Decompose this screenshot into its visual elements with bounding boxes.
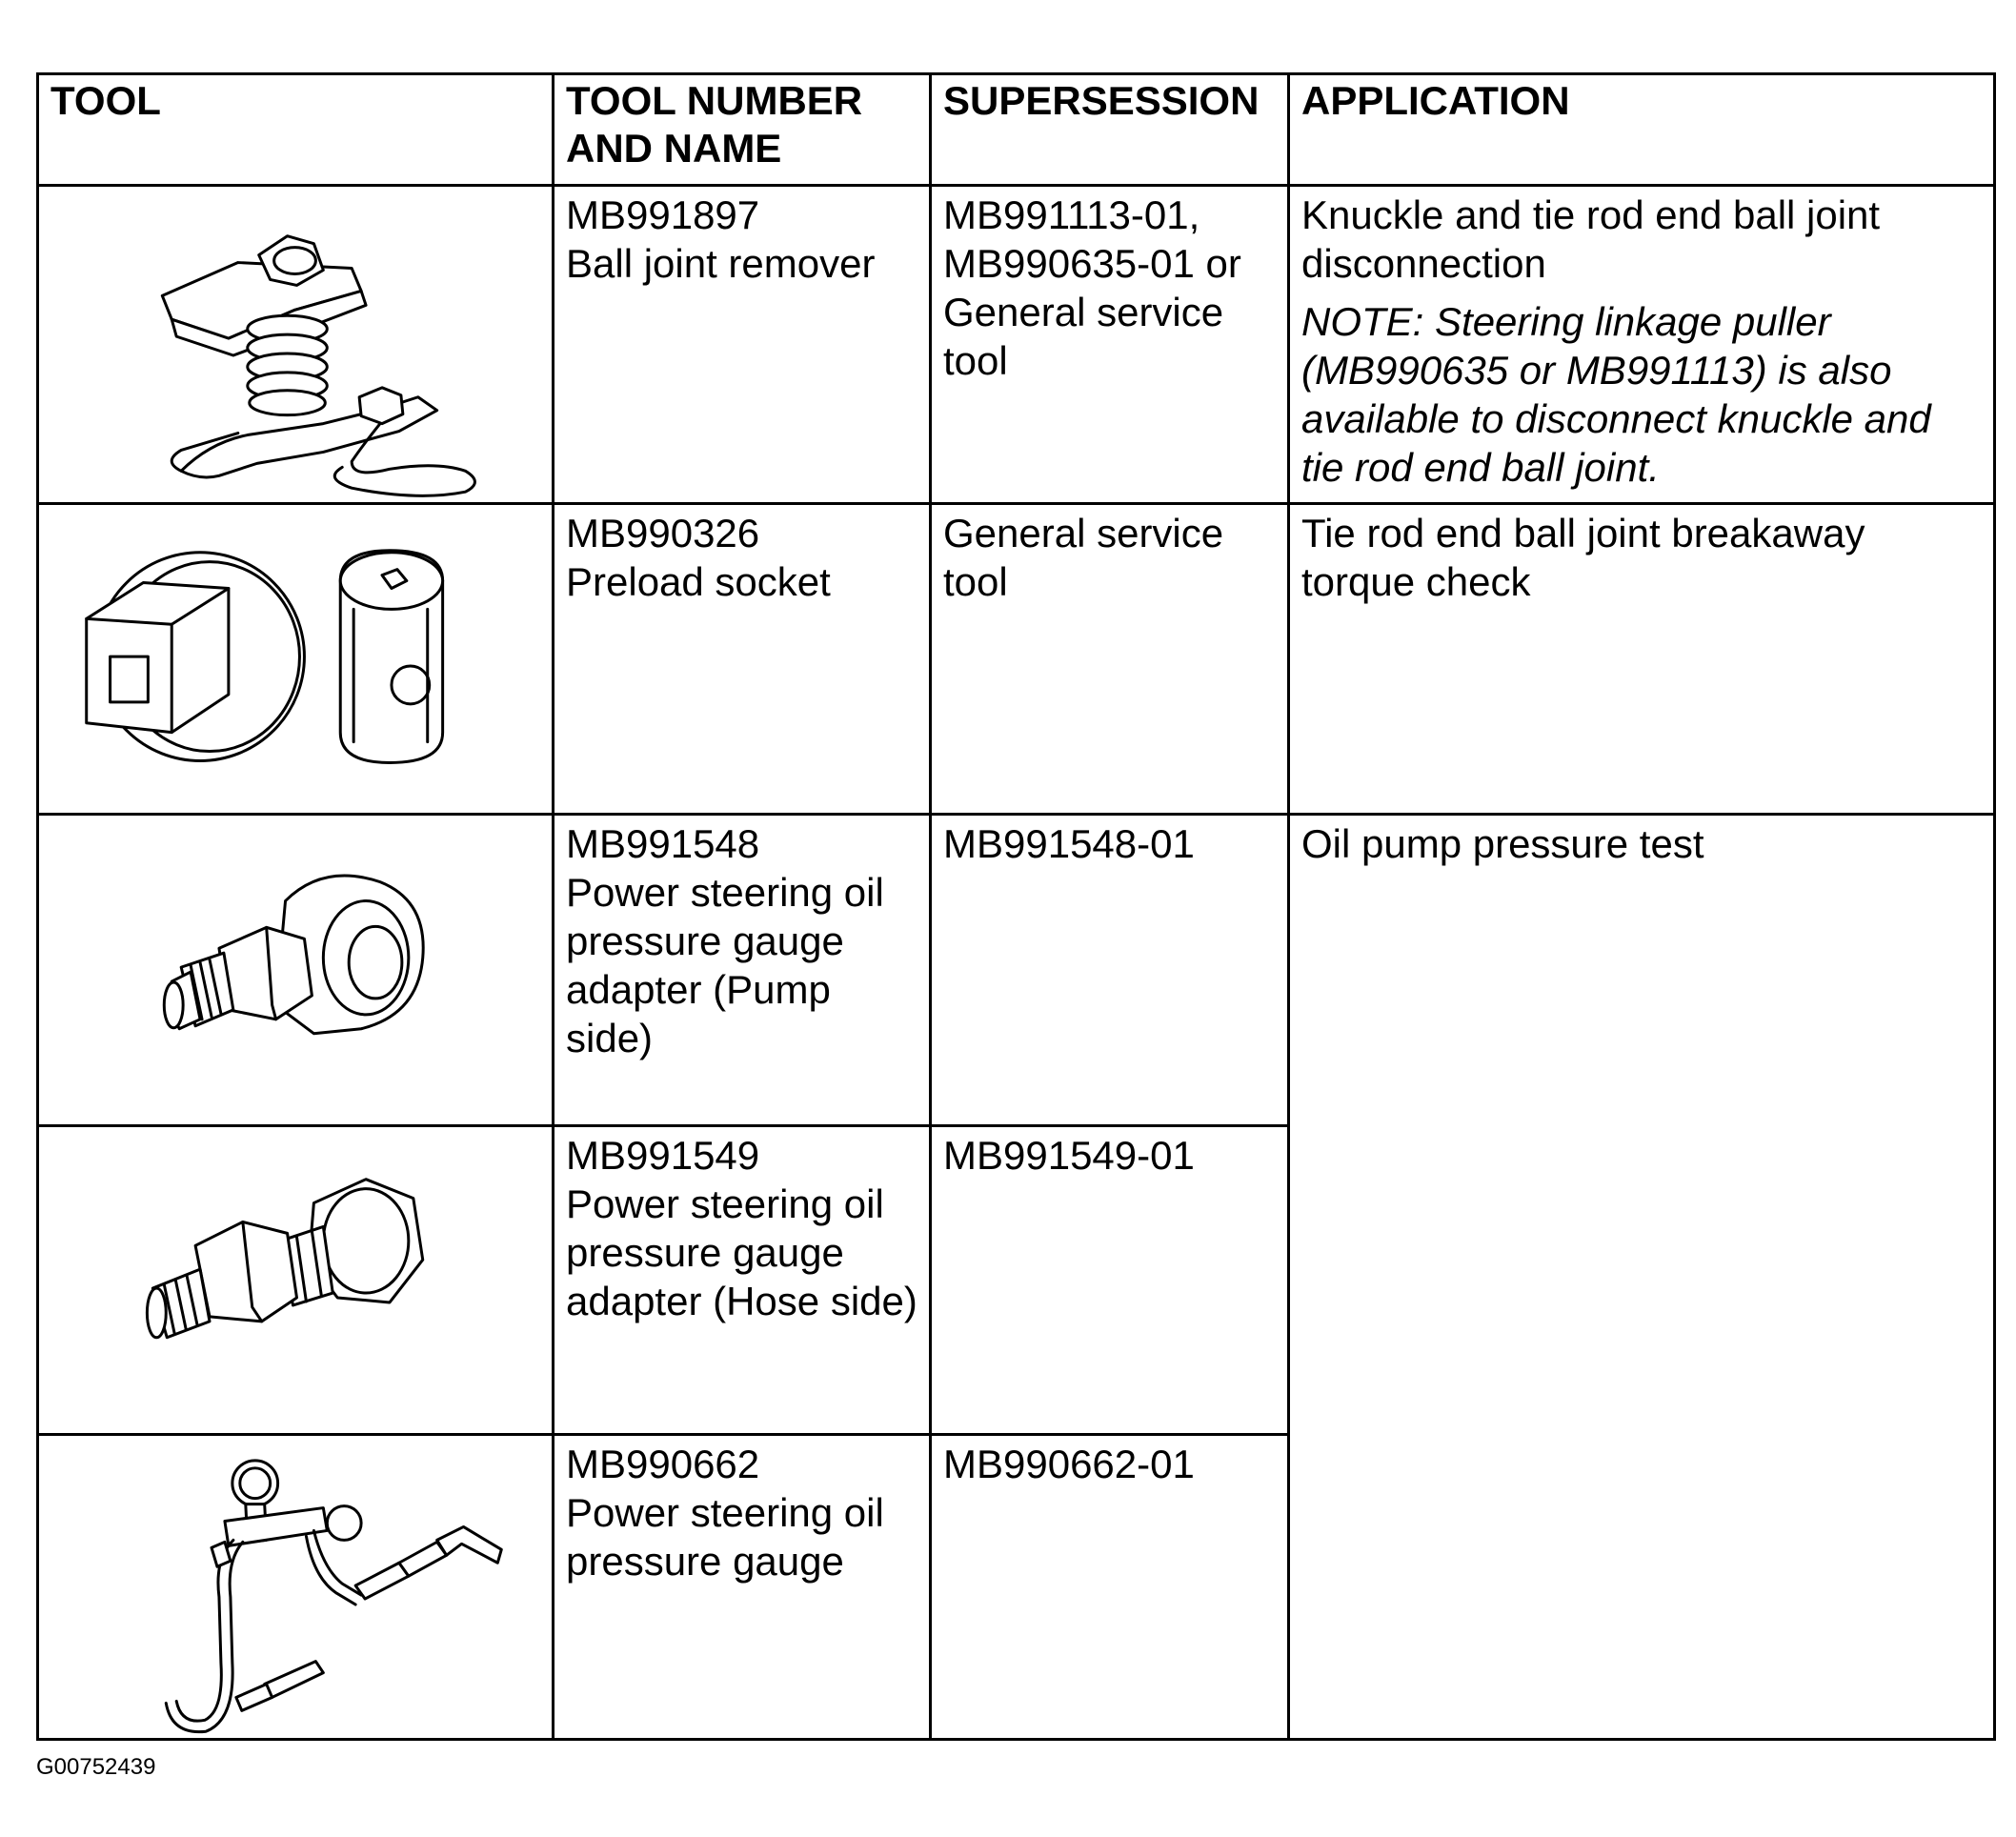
tool-number: MB991548 bbox=[566, 821, 760, 867]
graphic-id: G00752439 bbox=[36, 1754, 156, 1780]
tool-number: MB991897 bbox=[566, 192, 760, 237]
header-tool: TOOL bbox=[38, 74, 554, 186]
table-row bbox=[38, 504, 1995, 815]
pressure-gauge-icon bbox=[39, 1436, 552, 1738]
table-row bbox=[38, 815, 1995, 1125]
tool-name: Power steering oil pressure gauge bbox=[566, 1489, 884, 1584]
tool-image-cell bbox=[38, 504, 554, 815]
tool-name: Power steering oil pressure gauge adapter (Pump side) bbox=[566, 870, 884, 1061]
application-cell bbox=[1289, 186, 1995, 504]
supersession-cell: MB990662-01 bbox=[931, 1434, 1289, 1739]
tool-number-cell bbox=[554, 815, 931, 1125]
supersession-cell: MB991113-01, MB990635-01 or General service tool bbox=[931, 186, 1289, 504]
tool-number-cell bbox=[554, 186, 931, 504]
tool-number-cell bbox=[554, 1434, 931, 1739]
table-header-row bbox=[38, 74, 1995, 186]
tool-image-cell bbox=[38, 815, 554, 1125]
tool-name: Preload socket bbox=[566, 559, 831, 605]
header-tool-number: TOOL NUMBER AND NAME bbox=[554, 74, 931, 186]
special-tools-table bbox=[36, 72, 1996, 1741]
hose-side-adapter-icon bbox=[39, 1127, 552, 1433]
preload-socket-icon bbox=[39, 505, 552, 813]
table-row bbox=[38, 186, 1995, 504]
application-text: Knuckle and tie rod end ball joint disconnection bbox=[1301, 192, 1881, 286]
tool-number: MB990326 bbox=[566, 511, 760, 556]
application-cell: Tie rod end ball joint breakaway torque check bbox=[1289, 504, 1995, 815]
ball-joint-remover-icon bbox=[39, 187, 552, 502]
application-cell: Oil pump pressure test bbox=[1289, 815, 1995, 1740]
supersession-cell: General service tool bbox=[931, 504, 1289, 815]
header-application: APPLICATION bbox=[1289, 74, 1995, 186]
tool-number-cell bbox=[554, 504, 931, 815]
supersession-cell: MB991548-01 bbox=[931, 815, 1289, 1125]
tool-image-cell bbox=[38, 186, 554, 504]
tool-image-cell bbox=[38, 1125, 554, 1434]
tool-number-cell bbox=[554, 1125, 931, 1434]
application-note: NOTE: Steering linkage puller (MB990635 or MB991113) is also available to disconnect knuckle and tie rod end ball joint. bbox=[1301, 299, 1931, 490]
tool-number: MB991549 bbox=[566, 1132, 760, 1178]
tool-name: Ball joint remover bbox=[566, 241, 876, 286]
supersession-cell: MB991549-01 bbox=[931, 1125, 1289, 1434]
tool-image-cell bbox=[38, 1434, 554, 1739]
tool-number: MB990662 bbox=[566, 1441, 760, 1486]
header-supersession: SUPERSESSION bbox=[931, 74, 1289, 186]
tool-name: Power steering oil pressure gauge adapter (Hose side) bbox=[566, 1181, 917, 1323]
pump-side-adapter-icon bbox=[39, 816, 552, 1123]
